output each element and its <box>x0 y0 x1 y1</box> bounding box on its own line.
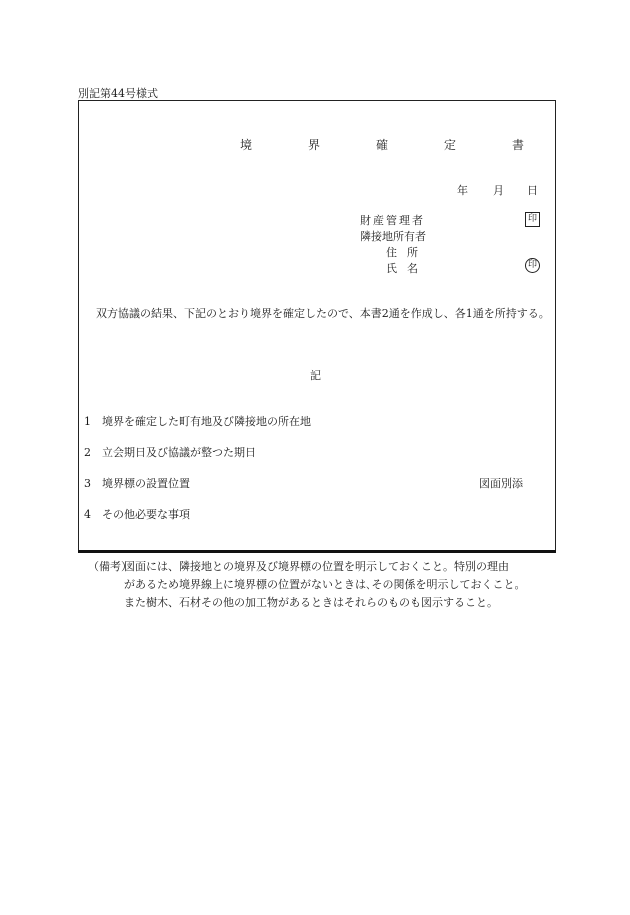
seal-circle-icon: 印 <box>525 258 540 273</box>
adjacent-owner-label: 隣接地所有者 <box>360 230 426 243</box>
ki-heading: 記 <box>310 369 321 382</box>
name-label: 氏名 <box>386 262 428 275</box>
notes-line: また樹木、石材その他の加工物があるときはそれらのものも図示すること。 <box>124 596 498 609</box>
notes-label: （備考） <box>88 560 132 573</box>
item-text: 立会期日及び協議が整つた期日 <box>102 446 256 459</box>
item-text: 境界を確定した町有地及び隣接地の所在地 <box>102 415 311 428</box>
address-label: 住所 <box>386 246 428 259</box>
notes-line: 図面には、隣接地との境界及び境界標の位置を明示しておくこと。特別の理由 <box>124 560 509 573</box>
list-item <box>84 444 256 460</box>
document-title: 境 界 確 定 書 <box>240 138 547 152</box>
date-month: 月 <box>493 184 504 197</box>
notes-line: があるため境界線上に境界標の位置がないときは､その関係を明示しておくこと。 <box>124 578 526 591</box>
item-number: 1 <box>84 415 91 428</box>
list-item <box>84 413 311 429</box>
party-labels <box>360 213 428 277</box>
agreement-text: 双方協議の結果、下記のとおり境界を確定したので、本書2通を作成し、各1通を所持する。 <box>96 307 550 320</box>
date-year: 年 <box>457 184 468 197</box>
item-number: 3 <box>84 477 91 490</box>
item-text: その他必要な事項 <box>102 508 190 521</box>
frame-bottom-rule <box>78 550 556 553</box>
date-day: 日 <box>527 184 538 197</box>
list-item <box>84 475 190 491</box>
list-item <box>84 506 190 522</box>
form-number: 別記第44号様式 <box>78 87 158 100</box>
item-note: 図面別添 <box>479 477 523 490</box>
item-text: 境界標の設置位置 <box>102 477 190 490</box>
property-manager-label: 財産管理者 <box>360 214 425 227</box>
notes-text <box>124 558 526 612</box>
date-line <box>457 182 538 198</box>
item-number: 4 <box>84 508 91 521</box>
item-number: 2 <box>84 446 91 459</box>
seal-square-icon: 印 <box>525 212 540 227</box>
